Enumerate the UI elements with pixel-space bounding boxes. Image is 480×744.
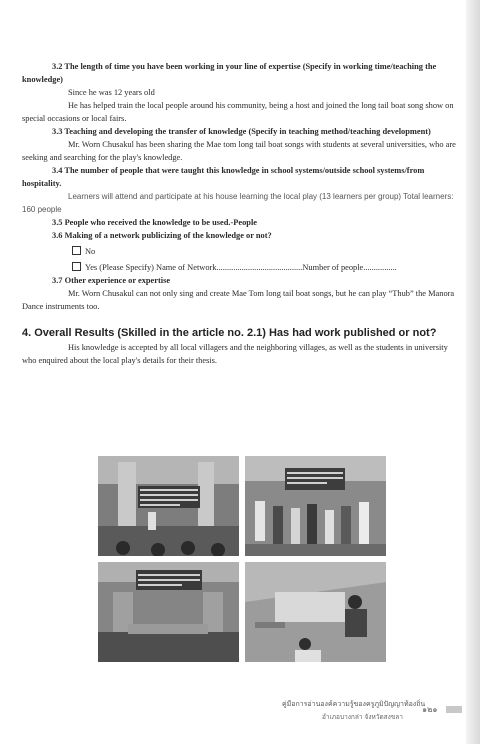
checkbox-yes[interactable]: [72, 262, 81, 271]
page-edge-shadow: [466, 0, 480, 744]
page-tab-marker: [446, 706, 462, 713]
option-no-label: No: [85, 247, 96, 256]
section-3-3-heading: 3.3 Teaching and developing the transfer of knowledge (Specify in teaching method/teaching development): [52, 127, 431, 136]
page-number: ๑๒๑: [422, 705, 438, 714]
section-3-3-body: Mr. Worn Chusakul has been sharing the Mae tom long tail boat songs with students at several universities, who are seeking and searching for the play's knowledge.: [22, 140, 456, 162]
checkbox-no[interactable]: [72, 246, 81, 255]
footer-location: อำเภอบางกล่า จังหวัดสงขลา: [322, 713, 403, 721]
document-body: [22, 60, 458, 367]
section-3-4-body: Learners will attend and participate at his house learning the local play (13 learners per group) Total learners: 160 people: [22, 192, 454, 214]
section-3-7-heading: 3.7 Other experience or expertise: [52, 276, 171, 285]
section-3-2-line2: He has helped train the local people around his community, being a host and joined the long tail boat song show on special occasions or local fairs.: [22, 101, 454, 123]
section-3-5-heading: 3.5 People who received the knowledge to be used.-People: [52, 218, 258, 227]
section-4-body: His knowledge is accepted by all local villagers and the neighboring villages, as well as the students in university who enquired about the local play's details for their thesis.: [22, 343, 448, 365]
option-no-row: [22, 245, 458, 258]
section-3-7-body: Mr. Worn Chusakul can not only sing and create Mae Tom long tail boat songs, but he can play “Thub” the Manora Dance instruments too.: [22, 289, 455, 311]
section-3-2-heading: 3.2 The length of time you have been working in your line of expertise (Specify in working time/teaching the knowledge): [22, 62, 437, 84]
photo-stage-banner: [98, 456, 239, 556]
photo-grid: [98, 456, 386, 662]
page-footer: [282, 694, 462, 734]
photo-group-children: [245, 456, 386, 556]
option-yes-row: [22, 261, 458, 274]
section-3-2-line1: Since he was 12 years old: [68, 88, 155, 97]
footer-title: คู่มือการอ่านองค์ความรู้ของครูภูมิปัญญาท้องถิ่น: [282, 700, 426, 708]
section-3-4-heading: 3.4 The number of people that were taught this knowledge in school systems/outside school systems/from hospitality.: [22, 166, 425, 188]
option-yes-label: Yes (Please Specify) Name of Network.........................................Number of people................: [85, 263, 397, 272]
photo-floor-lesson: [245, 562, 386, 662]
section-4-heading: 4. Overall Results (Skilled in the article no. 2.1) Has had work published or not?: [22, 327, 437, 339]
photo-performance-stage: [98, 562, 239, 662]
section-3-6-heading: 3.6 Making of a network publicizing of the knowledge or not?: [52, 231, 272, 240]
